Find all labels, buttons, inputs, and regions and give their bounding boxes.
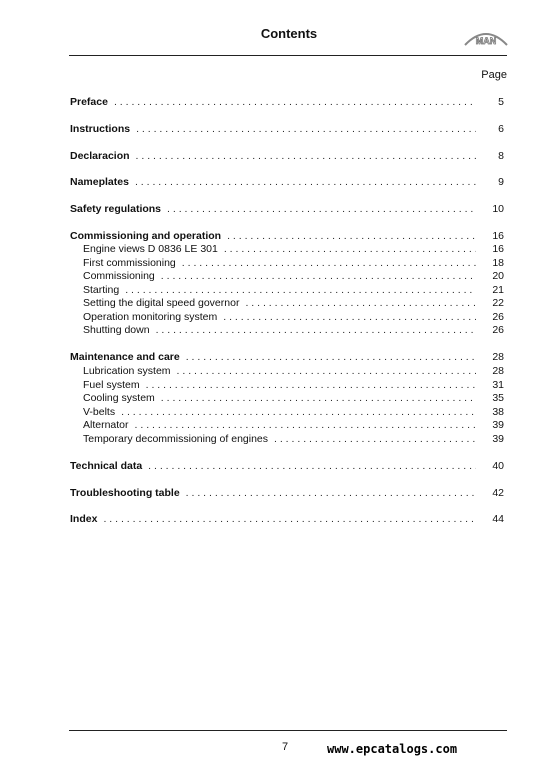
toc-subentry[interactable]: [70, 297, 504, 310]
page-column-label: Page: [481, 69, 507, 81]
toc-entry-label: Starting: [83, 284, 120, 296]
dot-leader: [186, 351, 476, 364]
dot-leader: [136, 150, 476, 163]
toc-entry-label: Operation monitoring system: [83, 311, 218, 323]
toc-entry-label: Shutting down: [83, 324, 150, 336]
toc-subentry[interactable]: [70, 243, 504, 256]
toc-entry-label: Alternator: [83, 419, 129, 431]
toc-entry[interactable]: [70, 176, 504, 189]
toc-entry-page: 35: [492, 392, 504, 404]
page-number: 7: [282, 741, 289, 753]
toc-entry-page: 16: [492, 230, 504, 242]
toc-entry-page: 26: [492, 324, 504, 336]
toc-entry[interactable]: [70, 460, 504, 473]
toc-subentry[interactable]: [70, 311, 504, 324]
toc-entry-page: 31: [492, 379, 504, 391]
toc-entry-label: Safety regulations: [70, 203, 162, 215]
toc-subentry[interactable]: [70, 419, 504, 432]
dot-leader: [182, 257, 476, 270]
toc-entry-page: 28: [492, 351, 504, 363]
toc-entry-page: 8: [498, 150, 504, 162]
toc-entry-label: Temporary decommissioning of engines: [83, 433, 269, 445]
toc-entry-page: 16: [492, 243, 504, 255]
toc-entry[interactable]: [70, 513, 504, 526]
toc-entry[interactable]: [70, 230, 504, 243]
page-title: Contents: [260, 26, 318, 41]
toc-entry-label: Commissioning: [83, 270, 155, 282]
toc-entry-label: Fuel system: [83, 379, 140, 391]
dot-leader: [186, 487, 476, 500]
dot-leader: [177, 365, 476, 378]
toc-entry-page: 39: [492, 433, 504, 445]
toc-entry-label: Nameplates: [70, 176, 129, 188]
dot-leader: [156, 324, 476, 337]
dot-leader: [227, 230, 476, 243]
toc-entry-page: 42: [492, 487, 504, 499]
toc-entry-page: 5: [498, 96, 504, 108]
toc-entry-page: 44: [492, 513, 504, 525]
footer-url[interactable]: www.epcatalogs.com: [327, 742, 458, 756]
dot-leader: [135, 419, 476, 432]
dot-leader: [103, 513, 476, 526]
toc-entry-label: Technical data: [70, 460, 143, 472]
toc-subentry[interactable]: [70, 392, 504, 405]
dot-leader: [223, 311, 476, 324]
toc-subentry[interactable]: [70, 284, 504, 297]
dot-leader: [146, 379, 476, 392]
dot-leader: [136, 123, 476, 136]
toc-entry-page: 21: [492, 284, 504, 296]
toc-entry-page: 10: [492, 203, 504, 215]
toc-entry-page: 26: [492, 311, 504, 323]
dot-leader: [161, 270, 476, 283]
toc-entry-label: V-belts: [83, 406, 116, 418]
footer-rule: [69, 730, 507, 731]
dot-leader: [121, 406, 476, 419]
toc-entry-page: 6: [498, 123, 504, 135]
toc-entry-page: 9: [498, 176, 504, 188]
toc-entry[interactable]: [70, 96, 504, 109]
toc-subentry[interactable]: [70, 433, 504, 446]
toc-entry[interactable]: [70, 487, 504, 500]
toc-entry-page: 39: [492, 419, 504, 431]
man-logo: [463, 27, 509, 47]
toc-subentry[interactable]: [70, 257, 504, 270]
toc-entry-label: Setting the digital speed governor: [83, 297, 240, 309]
toc-entry-page: 40: [492, 460, 504, 472]
toc-entry[interactable]: [70, 203, 504, 216]
dot-leader: [274, 433, 476, 446]
toc-subentry[interactable]: [70, 270, 504, 283]
toc-entry-label: Index: [70, 513, 98, 525]
toc-entry-label: Troubleshooting table: [70, 487, 180, 499]
toc-entry[interactable]: [70, 150, 504, 163]
dot-leader: [125, 284, 476, 297]
toc-entry[interactable]: [70, 351, 504, 364]
toc-entry-page: 22: [492, 297, 504, 309]
toc-entry-label: Cooling system: [83, 392, 155, 404]
dot-leader: [148, 460, 476, 473]
toc-entry[interactable]: [70, 123, 504, 136]
toc-subentry[interactable]: [70, 379, 504, 392]
toc-entry-label: Declaracion: [70, 150, 130, 162]
dot-leader: [224, 243, 476, 256]
toc-subentry[interactable]: [70, 406, 504, 419]
toc-subentry[interactable]: [70, 324, 504, 337]
dot-leader: [245, 297, 476, 310]
toc-entry-label: Maintenance and care: [70, 351, 180, 363]
dot-leader: [135, 176, 476, 189]
toc-entry-label: Preface: [70, 96, 108, 108]
toc-entry-page: 18: [492, 257, 504, 269]
toc-entry-page: 38: [492, 406, 504, 418]
toc-entry-label: Instructions: [70, 123, 131, 135]
toc-entry-label: Commissioning and operation: [70, 230, 222, 242]
toc-entry-page: 28: [492, 365, 504, 377]
toc-subentry[interactable]: [70, 365, 504, 378]
toc-entry-label: First commissioning: [83, 257, 176, 269]
logo-text: MAN: [475, 36, 497, 46]
toc-entry-page: 20: [492, 270, 504, 282]
dot-leader: [114, 96, 476, 109]
dot-leader: [167, 203, 476, 216]
header-rule: [69, 55, 507, 56]
toc-entry-label: Lubrication system: [83, 365, 171, 377]
dot-leader: [161, 392, 476, 405]
toc-entry-label: Engine views D 0836 LE 301: [83, 243, 218, 255]
